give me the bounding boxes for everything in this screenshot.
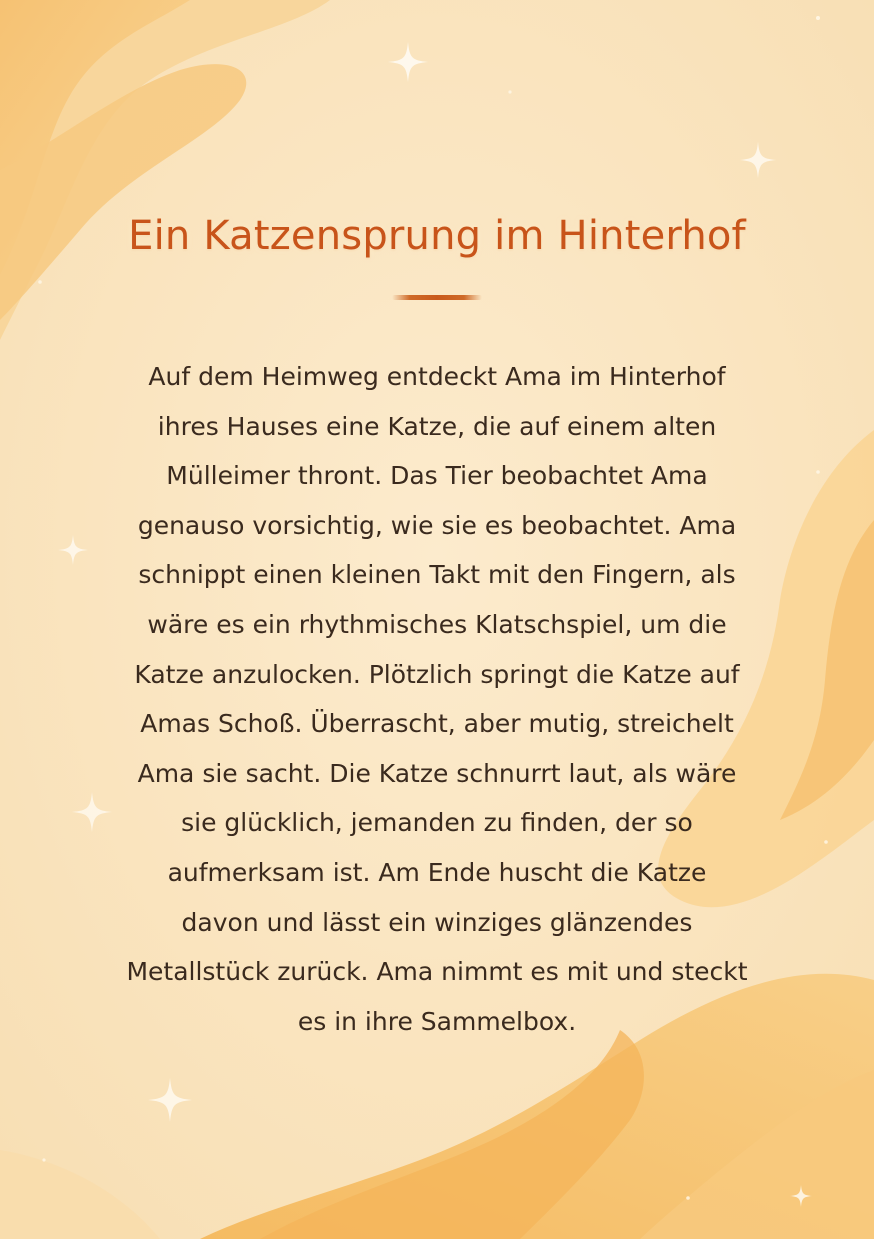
story-text: Auf dem Heimweg entdeckt Ama im Hinterhof ihres Hauses eine Katze, die auf einem alten Mülleimer thront. Das Tier beobachtet Ama genauso vorsichtig, wie sie es beobachtet. Ama schnippt einen kleinen Takt mit den Fingern, als wäre es ein rhythmisches Klatschspiel, um die Katze anzulocken. Plötzlich springt die Katze auf Amas Schoß. Überrascht, aber mutig, streichelt Ama sie sacht. Die Katze schnurrt laut, als wäre sie glücklich, jemanden zu finden, der so aufmerksam ist. Am Ende huscht die Katze davon und lässt ein winziges glänzendes Metallstück zurück. Ama nimmt es mit und steckt es in ihre Sammelbox. — [126, 362, 748, 1036]
title-divider — [392, 295, 482, 300]
page-title: Ein Katzensprung im Hinterhof — [128, 213, 746, 259]
